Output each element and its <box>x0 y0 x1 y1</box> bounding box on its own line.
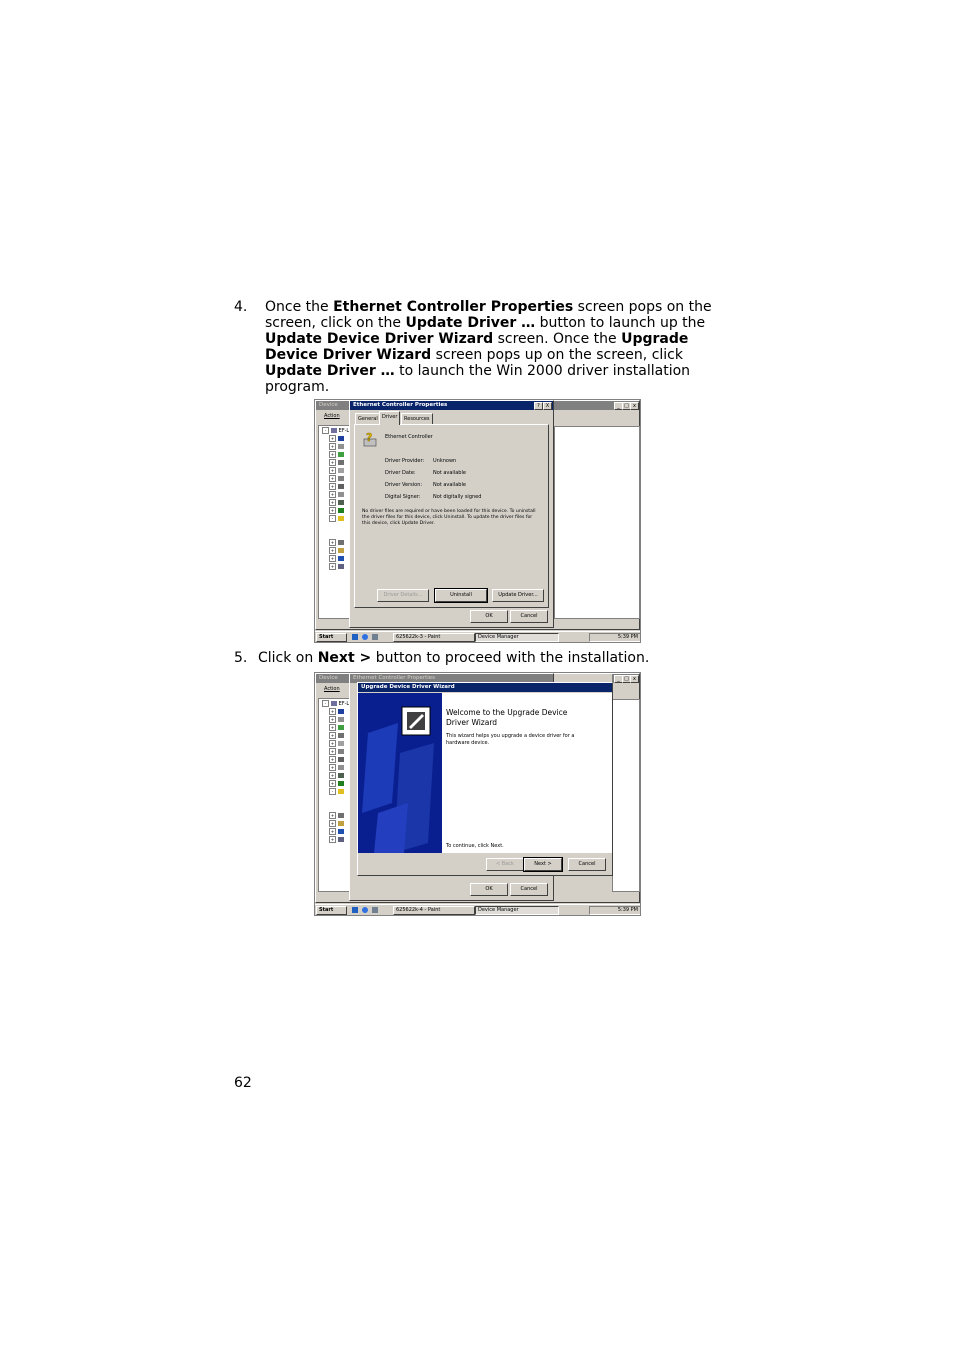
field-value: Not digitally signed <box>433 494 482 500</box>
clock: 5:39 PM <box>589 906 641 915</box>
tree-node[interactable]: + <box>329 563 344 571</box>
tab-driver[interactable]: Driver <box>379 411 400 425</box>
device-name: Ethernet Controller <box>385 434 433 440</box>
ok-button[interactable]: OK <box>470 883 508 896</box>
bold-text: Update Driver … <box>265 363 395 379</box>
field-value: Not available <box>433 470 466 476</box>
text: Once the <box>265 299 334 315</box>
wizard-title: Upgrade Device Driver Wizard <box>361 684 455 690</box>
clock: 5:39 PM <box>589 633 641 642</box>
task-paint[interactable]: 625622k-4 - Paint <box>393 906 475 915</box>
tree-node[interactable]: + <box>329 459 344 467</box>
start-button[interactable]: Start <box>316 633 347 642</box>
close-icon[interactable]: X <box>543 402 552 410</box>
bold-text: Next > <box>317 650 372 666</box>
taskbar <box>315 904 640 915</box>
tree-root[interactable]: - EF-L <box>322 427 349 435</box>
cancel-button[interactable]: Cancel <box>510 883 548 896</box>
device-tree <box>318 425 350 619</box>
field-label: Digital Signer: <box>385 494 421 500</box>
browser-icon[interactable] <box>362 634 368 640</box>
tree-node-unknown[interactable]: - <box>329 515 344 523</box>
unknown-device-icon <box>363 431 377 447</box>
tree-node[interactable]: + <box>329 732 344 740</box>
bold-text: Upgrade Device Driver Wizard <box>265 331 689 363</box>
tree-node[interactable]: + <box>329 756 344 764</box>
step-text <box>265 299 725 395</box>
text: button to proceed with the installation. <box>371 650 650 666</box>
tab-general[interactable]: General <box>355 413 381 424</box>
wizard-banner-graphic <box>358 693 442 853</box>
tree-node[interactable]: + <box>329 780 344 788</box>
window-title: Device <box>319 675 338 681</box>
browser-icon[interactable] <box>362 907 368 913</box>
wizard-description <box>446 733 574 747</box>
outlook-icon[interactable] <box>372 907 378 913</box>
device-manager-titlebar <box>316 674 349 683</box>
tree-node[interactable]: + <box>329 716 344 724</box>
desktop-icon[interactable] <box>352 907 358 913</box>
wizard-body <box>358 693 612 853</box>
ethernet-properties-dialog <box>349 400 554 628</box>
tree-node[interactable]: + <box>329 507 344 515</box>
dialog-titlebar <box>350 401 553 410</box>
dialog-title: Ethernet Controller Properties <box>353 675 436 681</box>
tree-node[interactable]: + <box>329 443 344 451</box>
device-tree <box>318 698 350 892</box>
field-value: Not available <box>433 482 466 488</box>
tree-node[interactable]: + <box>329 748 344 756</box>
bold-text: Update Driver … <box>405 315 536 331</box>
upgrade-wizard-dialog <box>357 682 613 876</box>
update-driver-button[interactable]: Update Driver... <box>492 589 544 602</box>
step-number: 4. <box>234 299 248 315</box>
minimize-icon[interactable]: _ <box>614 402 623 410</box>
outlook-icon[interactable] <box>372 634 378 640</box>
tree-node[interactable]: + <box>329 547 344 555</box>
back-button[interactable]: < Back <box>486 858 524 871</box>
text: screen pops up on the screen, click <box>431 347 683 363</box>
screenshot-upgrade-wizard <box>314 672 641 916</box>
minimize-icon[interactable]: _ <box>614 675 623 683</box>
tree-node[interactable]: + <box>329 772 344 780</box>
heading-line: Driver Wizard <box>446 718 498 727</box>
tree-node[interactable]: + <box>329 812 344 820</box>
tree-node[interactable]: + <box>329 820 344 828</box>
text: to launch the Win 2000 driver installation program. <box>265 363 691 395</box>
task-paint[interactable]: 625622k-3 - Paint <box>393 633 475 642</box>
tree-node[interactable]: + <box>329 539 344 547</box>
tree-node[interactable]: + <box>329 555 344 563</box>
driver-message: No driver files are required or have been loaded for this device. To uninstall the driver files for this device, click Uninstall. To update the driver files for this device, click Update Driver. <box>362 509 536 526</box>
tree-node[interactable]: + <box>329 491 344 499</box>
bold-text: Ethernet Controller Properties <box>333 299 574 315</box>
details-pane <box>554 426 640 619</box>
text: screen. Once the <box>493 331 622 347</box>
field-label: Driver Version: <box>385 482 423 488</box>
start-button[interactable]: Start <box>316 906 347 915</box>
description-line: This wizard helps you upgrade a device driver for a <box>446 733 575 739</box>
tree-root[interactable]: - EF-L <box>322 700 349 708</box>
text: Click on <box>258 650 318 666</box>
cancel-button[interactable]: Cancel <box>568 858 606 871</box>
tree-node[interactable]: + <box>329 740 344 748</box>
dialog-title: Ethernet Controller Properties <box>353 402 448 408</box>
tree-node[interactable]: + <box>329 836 344 844</box>
field-value: Unknown <box>433 458 457 464</box>
taskbar <box>315 631 640 642</box>
heading-line: Welcome to the Upgrade Device <box>446 708 568 717</box>
tree-node-unknown[interactable]: - <box>329 788 344 796</box>
tree-node[interactable]: + <box>329 475 344 483</box>
text: screen pops on the screen, click on the <box>265 299 712 331</box>
wizard-titlebar <box>358 683 612 692</box>
device-manager-titlebar <box>316 401 349 410</box>
driver-details-button[interactable]: Driver Details... <box>377 589 429 602</box>
tree-node[interactable]: + <box>329 467 344 475</box>
tree-node[interactable]: + <box>329 708 344 716</box>
tree-node[interactable]: + <box>329 764 344 772</box>
page-number: 62 <box>234 1075 252 1091</box>
continue-text: To continue, click Next. <box>446 843 504 849</box>
close-icon[interactable]: x <box>630 402 639 410</box>
step-number: 5. <box>234 650 248 666</box>
maximize-icon[interactable]: □ <box>622 675 631 683</box>
menu-action[interactable]: Action <box>324 686 340 692</box>
tree-node[interactable]: + <box>329 499 344 507</box>
tree-node[interactable]: + <box>329 828 344 836</box>
desktop-icon[interactable] <box>352 634 358 640</box>
ok-button[interactable]: OK <box>470 610 508 623</box>
svg-text:?: ? <box>366 431 373 444</box>
details-pane <box>612 699 640 892</box>
close-icon[interactable]: x <box>630 675 639 683</box>
tree-node[interactable]: + <box>329 483 344 491</box>
bold-text: Update Device Driver Wizard <box>265 331 494 347</box>
tab-panel <box>354 424 549 608</box>
text: button to launch up the <box>535 315 706 331</box>
uninstall-button[interactable]: Uninstall <box>435 589 487 602</box>
step-text <box>258 650 718 666</box>
task-device-manager[interactable]: Device Manager <box>475 906 559 915</box>
maximize-icon[interactable]: □ <box>622 402 631 410</box>
next-button[interactable]: Next > <box>524 858 562 871</box>
field-label: Driver Date: <box>385 470 416 476</box>
tab-resources[interactable]: Resources <box>401 413 433 424</box>
tree-node[interactable]: + <box>329 724 344 732</box>
tree-node[interactable]: + <box>329 451 344 459</box>
task-device-manager[interactable]: Device Manager <box>475 633 559 642</box>
screenshot-ethernet-properties <box>314 399 641 643</box>
wizard-heading <box>446 708 567 728</box>
window-title: Device <box>319 402 338 408</box>
field-label: Driver Provider: <box>385 458 425 464</box>
tree-node[interactable]: + <box>329 435 344 443</box>
help-icon[interactable]: ? <box>534 402 543 410</box>
description-line: hardware device. <box>446 740 490 746</box>
menu-action[interactable]: Action <box>324 413 340 419</box>
cancel-button[interactable]: Cancel <box>510 610 548 623</box>
